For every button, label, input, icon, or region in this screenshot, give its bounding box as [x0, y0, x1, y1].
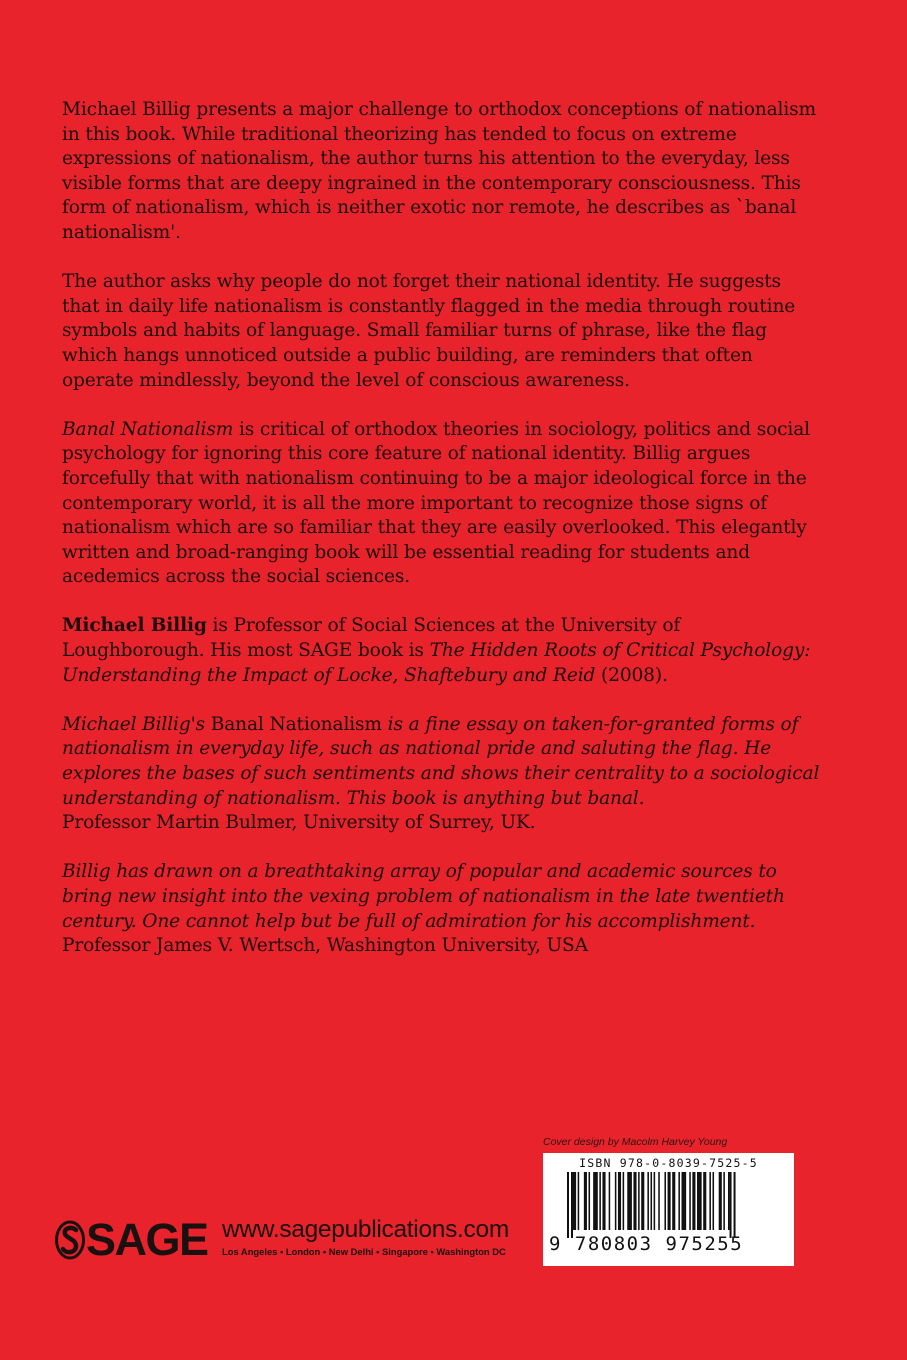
barcode-bar	[647, 1172, 649, 1230]
review-1	[62, 713, 822, 836]
barcode-bar	[573, 1172, 576, 1230]
barcode-bar	[589, 1172, 591, 1230]
sage-s-emblem-icon	[55, 1220, 85, 1260]
barcode-guard-bar	[571, 1172, 573, 1238]
barcode-bar	[651, 1172, 653, 1230]
barcode-bar	[654, 1172, 656, 1230]
blurb-paragraph-3	[62, 418, 822, 590]
blurb-paragraph-2: The author asks why people do not forget their national identity. He suggests that in daily life nationalism is constantly flagged in the media through routine symbols and habits of language. Small familiar turns of phrase, like the flag which hangs unnoticed outside a public building, are reminders that often operate mindlessly, beyond the level of conscious awareness.	[62, 271, 796, 391]
blurb-paragraph-1: Michael Billig presents a major challenge to orthodox conceptions of nationalism in this book. While traditional theorizing has tended to focus on extreme expressions of nationalism, the author turns his attention to the everyday, less visible forms that are deepy ingrained in the contemporary consciousness. This form of nationalism, which is neither exotic nor remote, he describes as `banal nationalism'.	[62, 99, 816, 243]
barcode-bar	[658, 1172, 660, 1230]
review-2	[62, 860, 822, 958]
review-1-lead: Michael Billig's	[62, 713, 205, 735]
barcode-bar	[703, 1172, 706, 1230]
review-2-attribution: Professor James V. Wertsch, Washington University, USA	[62, 935, 588, 957]
barcode-bar	[682, 1172, 687, 1230]
barcode-bar	[641, 1172, 644, 1230]
barcode-bar	[668, 1172, 671, 1230]
review-1-attribution: Professor Martin Bulmer, University of Surrey, UK.	[62, 812, 536, 834]
barcode-bar	[672, 1172, 675, 1230]
ean-digits	[549, 1233, 789, 1255]
review-1-quote: is a fine essay on taken-for-granted forms of nationalism in everyday life, such as national pride and saluting the flag. He explores the bases of such sentiments and shows their centrality to a sociological understanding of nationalism. This book is anything but banal.	[62, 713, 820, 809]
book-title: Banal Nationalism	[62, 418, 234, 440]
other-book-year: (2008).	[595, 664, 668, 686]
author-bio-text: is Professor of Social Sciences at the University of Loughborough. His most SAGE book is	[62, 615, 681, 662]
review-2-quote: Billig has drawn on a breathtaking array of popular and academic sources to bring new insight into the vexing problem of nationalism in the late twentieth century. One cannot help but be full of admiration for his accomplishment.	[62, 861, 785, 932]
barcode-bar	[709, 1172, 711, 1230]
blurb-paragraph-3-text: is critical of orthodox theories in sociology, politics and social psychology for ignoring this core feature of national identity. Billig argues forcefully that with nationalism continuing to be a major ideological force in the contemporary world, it is all the more important to recognize those signs of nationalism which are so familiar that they are easily overlooked. This elegantly written and broad-ranging book will be essential reading for students and acedemics across the social sciences.	[62, 418, 810, 588]
barcode-bar	[678, 1172, 680, 1230]
barcode-guard-bar	[734, 1172, 736, 1238]
ean-first-digit: 9	[549, 1233, 562, 1255]
barcode-bar	[713, 1172, 715, 1230]
barcode-guard-bar	[567, 1172, 569, 1238]
barcode-bar	[689, 1172, 691, 1230]
cover-design-credit: Cover design by Macolm Harvey Young	[543, 1136, 728, 1148]
barcode-bar	[584, 1172, 587, 1230]
review-1-title: Banal Nationalism	[204, 713, 388, 735]
barcode-bar	[615, 1172, 617, 1230]
barcode-bar	[723, 1172, 725, 1230]
other-book-title: The Hidden Roots of Critical Psychology: Understanding the Impact of Locke, Shaftebury and Reid	[62, 640, 811, 686]
barcode-bar	[692, 1172, 695, 1230]
isbn-label: ISBN 978-0-8039-7525-5	[579, 1156, 758, 1170]
author-bio	[62, 614, 822, 688]
barcode-bar	[719, 1172, 722, 1230]
barcode-bar	[578, 1172, 580, 1230]
author-name: Michael Billig	[62, 615, 207, 637]
barcode-bar	[633, 1172, 636, 1230]
back-cover-blurb	[62, 98, 822, 983]
ean-left-group: 780803	[574, 1233, 653, 1255]
barcode-bar	[664, 1172, 666, 1230]
barcode-bar	[593, 1172, 598, 1230]
barcode-bars	[553, 1172, 785, 1238]
barcode-bar	[609, 1172, 611, 1230]
sage-logo	[55, 1214, 208, 1265]
barcode-bar	[599, 1172, 601, 1230]
publisher-locations: Los Angeles • London • New Delhi • Singapore • Washington DC	[222, 1246, 506, 1257]
sage-logo-text: SAGE	[86, 1214, 208, 1265]
barcode-bar	[697, 1172, 702, 1230]
barcode-bar	[638, 1172, 640, 1230]
publisher-url: www.sagepublications.com	[222, 1216, 509, 1243]
barcode-bar	[602, 1172, 605, 1230]
barcode-bar	[728, 1172, 730, 1230]
isbn-barcode	[543, 1153, 794, 1266]
barcode-bar	[623, 1172, 625, 1230]
ean-right-group: 975255	[665, 1233, 744, 1255]
barcode-bar	[627, 1172, 632, 1230]
barcode-guard-bar	[730, 1172, 732, 1238]
barcode-bar	[618, 1172, 621, 1230]
